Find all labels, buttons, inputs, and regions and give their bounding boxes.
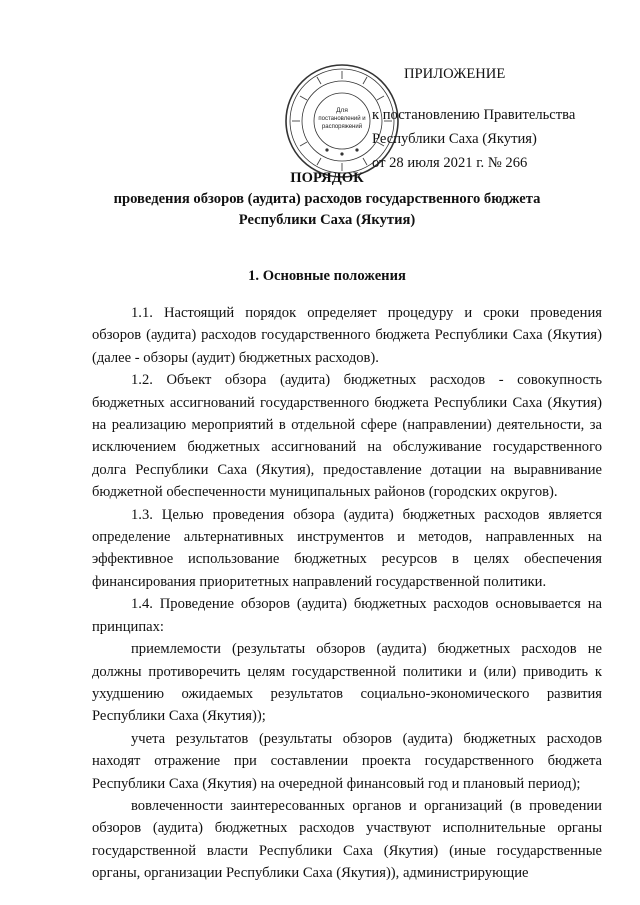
paragraph: 1.3. Целью проведения обзора (аудита) бюджетных расходов является определение альтернативных инструментов и методов, направленных на эффективное использование бюджетных ресурсов в целях обеспечения финансирования приоритетных направлений государственной политики. — [92, 506, 602, 590]
republic-line: Республики Саха (Якутия) — [372, 131, 537, 147]
seal-center-line3: распоряжений — [321, 124, 363, 130]
seal-center-line2: постановлений и — [318, 116, 366, 122]
title-line3: Республики Саха (Якутия) — [238, 212, 416, 228]
section-heading: 1. Основные положения — [248, 268, 406, 284]
seal-center-line1: Для — [336, 107, 348, 114]
paragraph: учета результатов (результаты обзоров (аудита) бюджетных расходов находят отражение при составлении проекта государственного бюджета Республики Саха (Якутия) на очередной финансовый год и плановый период); — [92, 730, 602, 792]
paragraph: 1.4. Проведение обзоров (аудита) бюджетных расходов основывается на принципах: — [92, 596, 602, 635]
paragraph: 1.1. Настоящий порядок определяет процедуру и сроки проведения обзоров (аудита) расходов государственного бюджета Республики Саха (Якутия) (далее - обзоры (аудит) бюджетных расходов). — [92, 305, 602, 366]
appendix-label: ПРИЛОЖЕНИЕ — [404, 66, 506, 82]
decree-line: к постановлению Правительства — [372, 107, 576, 123]
paragraph: приемлемости (результаты обзоров (аудита) бюджетных расходов не должны противоречить целям государственной политики и (или) приводить к ухудшению ожидаемых результатов социально-экономического развития Республики Саха (Якутия)); — [92, 641, 602, 725]
approval-block — [372, 62, 622, 175]
paragraph: вовлеченности заинтересованных органов и организаций (в проведении обзоров (аудита) бюджетных расходов участвуют исполнительные органы государственной власти Республики Саха (Якутия) (иные государственные органы, организации Республики Саха (Якутия)), администрирующие — [92, 797, 602, 882]
decree-date-line: от 28 июля 2021 г. № 266 — [372, 155, 528, 171]
document-title — [92, 168, 562, 231]
title-line2: проведения обзоров (аудита) расходов государственного бюджета — [113, 191, 541, 207]
title-line1: ПОРЯДОК — [290, 170, 364, 186]
paragraph: 1.2. Объект обзора (аудита) бюджетных расходов - совокупность бюджетных ассигнований государственного бюджета Республики Саха (Якутия) на реализацию мероприятий в отдельной сфере (направлении) деятельности, за исключением бюджетных ассигнований на обслуживание государственного долга Республики Саха (Якутия), предоставление дотации на выравнивание бюджетной обеспеченности муниципальных районов (городских округов). — [92, 372, 602, 501]
document-body — [92, 302, 602, 885]
